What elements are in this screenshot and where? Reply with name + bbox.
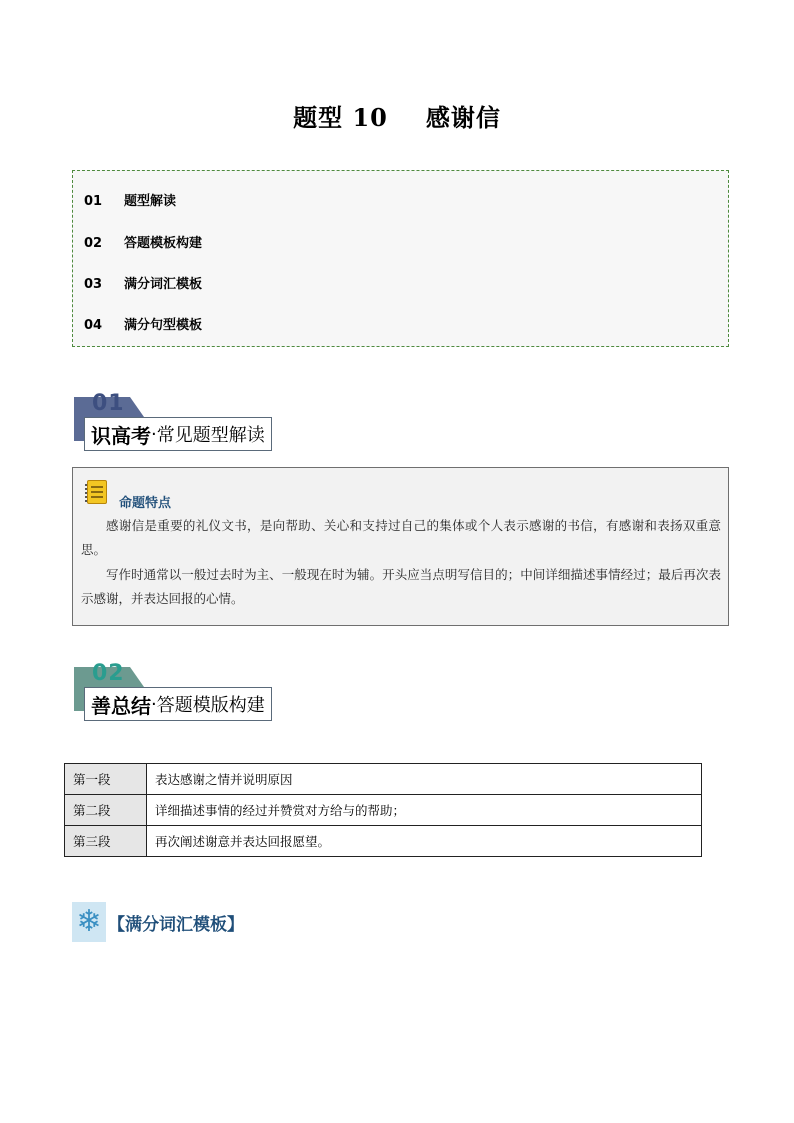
notebook-icon: [87, 480, 107, 504]
table-cell-key: 第三段: [65, 826, 147, 857]
table-row: [65, 826, 702, 857]
toc-item[interactable]: 04 满分句型模板: [84, 318, 203, 333]
section-number: 02: [92, 661, 125, 686]
title-part2: 感谢信: [425, 103, 501, 132]
table-row: [65, 795, 702, 826]
page-title: [0, 98, 794, 133]
toc-item[interactable]: 02 答题模板构建: [84, 236, 203, 251]
intro-box: [72, 467, 729, 626]
section-label: 善总结 · 答题模版构建: [84, 687, 272, 721]
table-row: [65, 764, 702, 795]
section-label: 识高考 · 常见题型解读: [84, 417, 272, 451]
section-header-01: [72, 391, 312, 461]
template-table: [64, 763, 702, 857]
section-number: 01: [92, 391, 125, 416]
title-part1: 题型 10: [293, 103, 388, 132]
intro-heading: 命题特点: [119, 496, 172, 511]
section-header-02: [72, 661, 312, 731]
table-cell-value: 再次阐述谢意并表达回报愿望。: [147, 826, 702, 857]
intro-paragraph: 写作时通常以一般过去时为主、一般现在时为辅。开头应当点明写信目的；中间详细描述事情经过；最后再次表示感谢，并表达回报的心情。: [81, 567, 721, 606]
toc-item[interactable]: 01 题型解读: [84, 194, 177, 209]
toc-item[interactable]: 03 满分词汇模板: [84, 277, 203, 292]
snowflake-icon: ❄: [72, 902, 106, 942]
vocab-label: 【满分词汇模板】: [108, 914, 244, 935]
table-of-contents: [72, 170, 729, 347]
table-cell-value: 详细描述事情的经过并赞赏对方给与的帮助；: [147, 795, 702, 826]
table-cell-key: 第一段: [65, 764, 147, 795]
vocab-heading: [72, 902, 244, 942]
intro-paragraph: 感谢信是重要的礼仪文书，是向帮助、关心和支持过自己的集体或个人表示感谢的书信，有感谢和表扬双重意思。: [81, 518, 721, 557]
table-cell-key: 第二段: [65, 795, 147, 826]
table-cell-value: 表达感谢之情并说明原因: [147, 764, 702, 795]
